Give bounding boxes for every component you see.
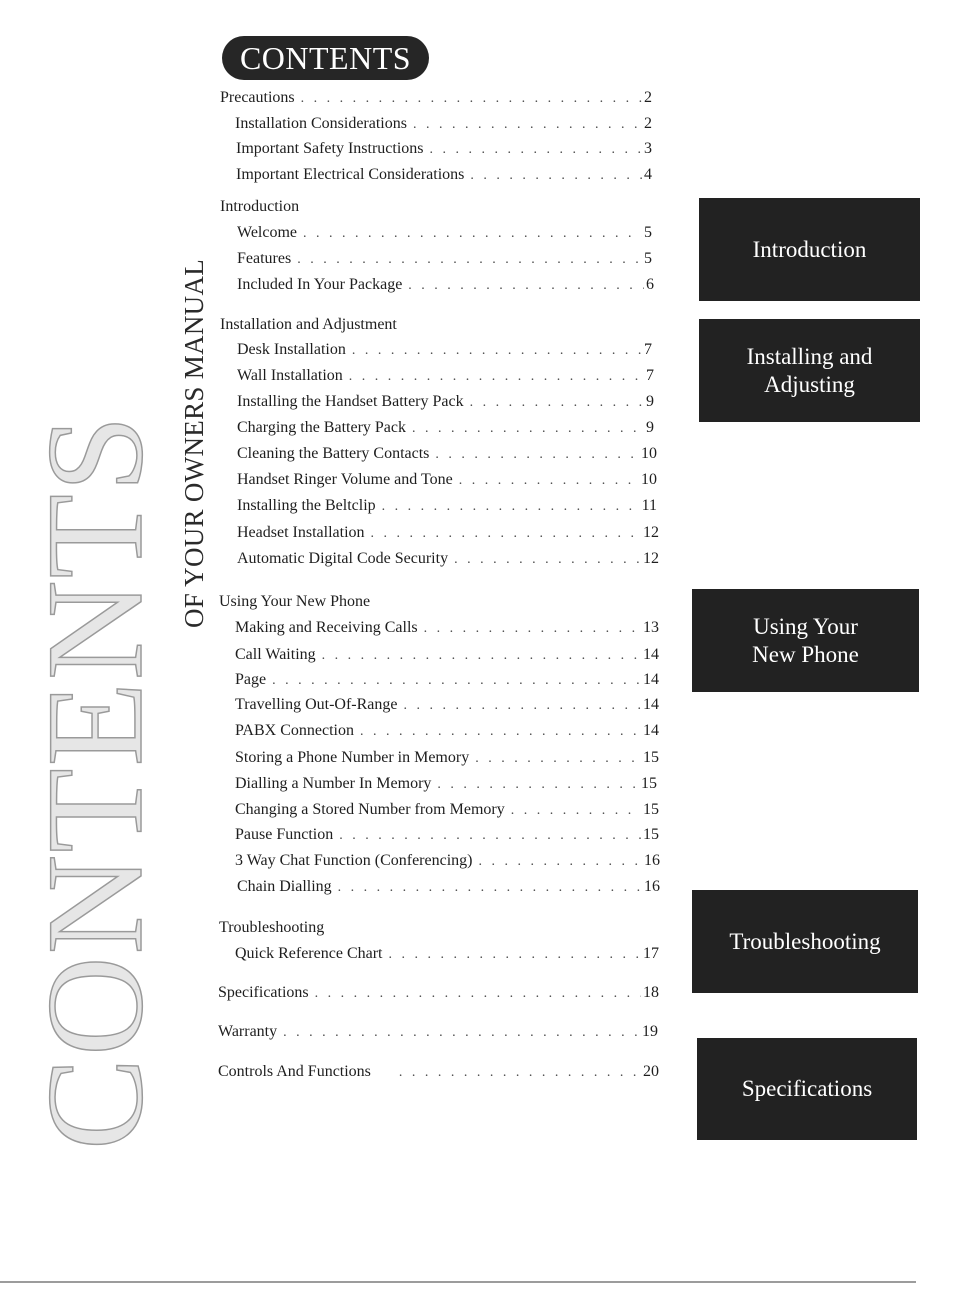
toc-entry-welcome[interactable] — [237, 222, 652, 244]
toc-entry-label: Changing a Stored Number from Memory — [235, 801, 505, 818]
tab-label: Specifications — [741, 1076, 873, 1101]
toc-entry-label: Headset Installation — [237, 524, 365, 541]
toc-entry-page: 20 — [643, 1063, 659, 1080]
toc-entry-label: Installing the Beltclip — [237, 497, 376, 514]
toc-entry-page: 9 — [646, 393, 654, 410]
toc-entry-label: Quick Reference Chart — [235, 945, 383, 962]
toc-section-using-phone[interactable]: Using Your New Phone — [219, 593, 371, 610]
toc-entry-page: 2 — [644, 115, 652, 132]
toc-entry-page: 18 — [643, 984, 659, 1001]
toc-entry-label: Installation Considerations — [235, 115, 407, 132]
toc-entry-page: 14 — [643, 722, 659, 739]
toc-entry-wall-installation[interactable] — [237, 365, 654, 387]
toc-entry-features[interactable] — [237, 248, 652, 270]
toc-entry-page: 10 — [641, 471, 657, 488]
toc-entry-label: Installing the Handset Battery Pack — [237, 393, 464, 410]
bottom-divider — [0, 1281, 916, 1283]
toc-entry-label: Controls And Functions — [218, 1063, 371, 1080]
tab-introduction[interactable] — [699, 198, 920, 301]
tab-troubleshooting[interactable] — [692, 890, 918, 993]
page-title: CONTENTS — [222, 36, 429, 80]
toc-entry-label: Storing a Phone Number in Memory — [235, 749, 470, 766]
toc-entry-page: 12 — [643, 524, 659, 541]
toc-entry-installation-considerations[interactable] — [235, 113, 652, 135]
toc-entry-desk-installation[interactable] — [237, 339, 652, 361]
toc-entry-beltclip[interactable] — [237, 495, 657, 517]
tab-label: Installing and — [746, 343, 873, 369]
toc-entry-page: 15 — [643, 801, 659, 818]
toc-entry-page: 4 — [644, 166, 652, 183]
toc-entry-page: 14 — [643, 646, 659, 663]
toc-entry-page: 7 — [646, 367, 654, 384]
tab-label: Adjusting — [764, 371, 855, 397]
tab-installing-adjusting[interactable] — [699, 319, 920, 422]
toc-entry-precautions[interactable] — [220, 87, 652, 109]
toc-entry-page: 13 — [643, 619, 659, 636]
tab-using-new-phone[interactable] — [692, 589, 919, 692]
toc-entry-electrical-considerations[interactable] — [236, 164, 652, 186]
toc-entry-page: 7 — [644, 341, 652, 358]
toc-entry-battery-pack-install[interactable] — [237, 391, 654, 413]
tab-label: Introduction — [752, 236, 867, 262]
toc-entry-pabx-connection[interactable] — [235, 720, 659, 742]
toc-entry-page[interactable] — [235, 669, 659, 691]
toc-entry-label: Precautions — [220, 89, 295, 106]
toc-entry-page: 17 — [643, 945, 659, 962]
toc-entry-label: Chain Dialling — [237, 878, 332, 895]
toc-entry-changing-stored-number[interactable] — [235, 799, 659, 821]
tab-label: New Phone — [752, 641, 859, 667]
manual-subtitle: OF YOUR OWNERS MANUAL — [179, 258, 209, 628]
toc-entry-storing-number[interactable] — [235, 747, 659, 769]
toc-entry-digital-code-security[interactable] — [237, 548, 659, 570]
toc-section-introduction[interactable]: Introduction — [220, 198, 300, 215]
toc-entry-label: Important Safety Instructions — [236, 140, 424, 157]
toc-entry-page: 11 — [641, 497, 657, 514]
toc-entry-charging-battery[interactable] — [237, 417, 654, 439]
toc-entry-safety-instructions[interactable] — [236, 138, 652, 160]
tab-label: Troubleshooting — [729, 928, 881, 954]
toc-entry-label: Warranty — [218, 1023, 278, 1040]
toc-entry-label: Call Waiting — [235, 646, 316, 663]
toc-entry-label: Desk Installation — [237, 341, 346, 358]
toc-entry-page: 15 — [643, 749, 659, 766]
toc-entry-label: Handset Ringer Volume and Tone — [237, 471, 453, 488]
toc-entry-page: 14 — [643, 671, 659, 688]
toc-entry-page: 16 — [644, 878, 660, 895]
toc-entry-label: Wall Installation — [237, 367, 343, 384]
toc-entry-chain-dialling[interactable] — [237, 876, 660, 898]
toc-entry-label: Specifications — [218, 984, 309, 1001]
toc-entry-quick-reference[interactable] — [235, 943, 659, 965]
tab-specifications[interactable] — [697, 1038, 917, 1140]
toc-section-installation[interactable]: Installation and Adjustment — [220, 316, 397, 333]
toc-entry-warranty[interactable] — [218, 1021, 658, 1043]
toc-entry-page: 16 — [644, 852, 660, 869]
toc-entry-page: 5 — [644, 250, 652, 267]
toc-entry-label: 3 Way Chat Function (Conferencing) — [235, 852, 473, 869]
toc-entry-label: Pause Function — [235, 826, 334, 843]
toc-entry-page: 10 — [641, 445, 657, 462]
toc-entry-cleaning-contacts[interactable] — [237, 443, 657, 465]
toc-entry-page: 9 — [646, 419, 654, 436]
toc-entry-page: 3 — [644, 140, 652, 157]
toc-entry-page: 6 — [646, 276, 654, 293]
toc-entry-label: Dialling a Number In Memory — [235, 775, 432, 792]
toc-entry-specifications[interactable] — [218, 982, 659, 1004]
toc-entry-page: 15 — [641, 775, 657, 792]
toc-entry-label: Charging the Battery Pack — [237, 419, 406, 436]
toc-entry-page: 5 — [644, 224, 652, 241]
contents-watermark: CONTENTS — [18, 413, 171, 1150]
toc-entry-page: 14 — [643, 696, 659, 713]
toc-entry-label: Important Electrical Considerations — [236, 166, 465, 183]
toc-entry-page: 12 — [643, 550, 659, 567]
toc-entry-label: Welcome — [237, 224, 298, 241]
toc-entry-page: 19 — [642, 1023, 658, 1040]
tab-label: Using Your — [753, 613, 858, 639]
toc-entry-conferencing[interactable] — [235, 850, 660, 872]
toc-entry-label: Automatic Digital Code Security — [237, 550, 449, 567]
toc-entry-call-waiting[interactable] — [235, 644, 659, 666]
toc-entry-ringer-volume[interactable] — [237, 469, 657, 491]
toc-entry-label: Included In Your Package — [237, 276, 403, 293]
toc-entry-label: PABX Connection — [235, 722, 354, 739]
toc-entry-label: Page — [235, 671, 267, 688]
toc-entry-label: Features — [237, 250, 292, 267]
toc-entry-page: 15 — [643, 826, 659, 843]
toc-entry-page: 2 — [644, 89, 652, 106]
toc-entry-included-package[interactable] — [237, 274, 654, 296]
toc-entry-out-of-range[interactable] — [235, 694, 659, 716]
toc-entry-dialling-memory[interactable] — [235, 773, 657, 795]
toc-entry-pause-function[interactable] — [235, 824, 659, 846]
toc-entry-headset-installation[interactable] — [237, 522, 659, 544]
toc-entry-label: Cleaning the Battery Contacts — [237, 445, 430, 462]
toc-entry-label: Making and Receiving Calls — [235, 619, 418, 636]
toc-section-troubleshooting[interactable]: Troubleshooting — [219, 919, 325, 936]
toc-entry-label: Travelling Out-Of-Range — [235, 696, 398, 713]
toc-entry-making-calls[interactable] — [235, 617, 659, 639]
toc-entry-controls-functions[interactable] — [218, 1061, 659, 1083]
